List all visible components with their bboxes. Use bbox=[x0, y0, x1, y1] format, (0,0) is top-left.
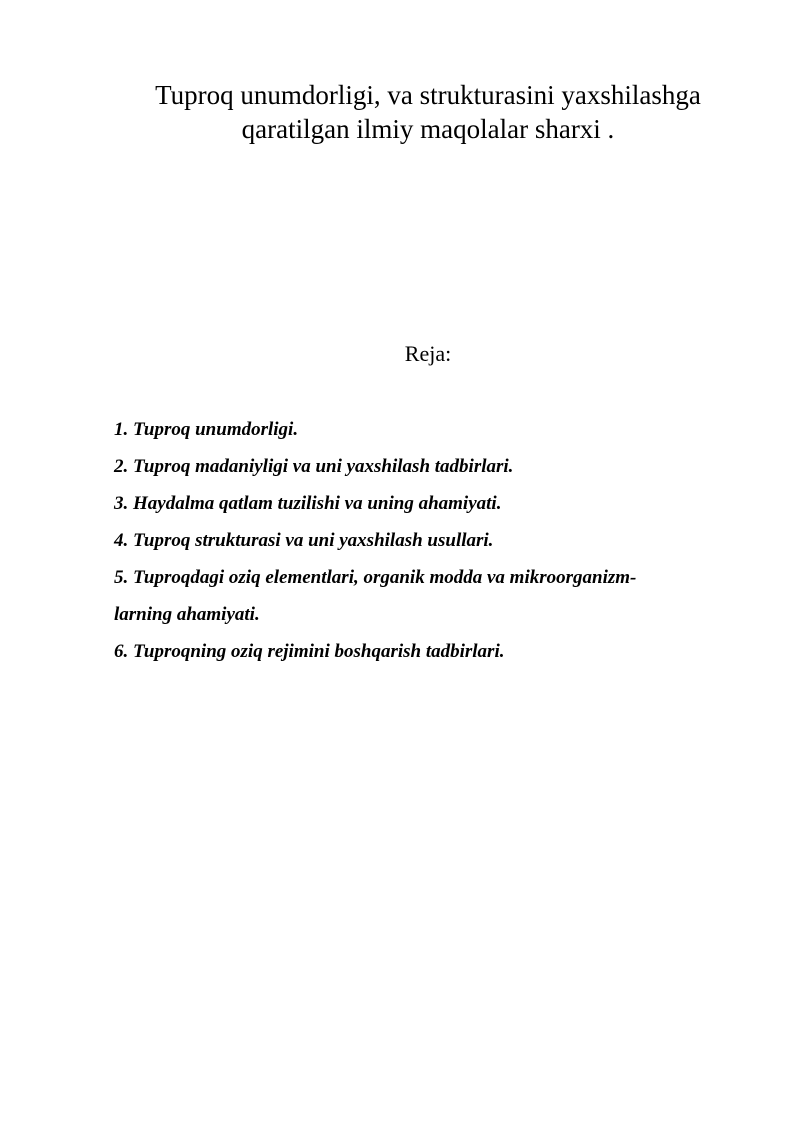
document-title-line-2: qaratilgan ilmiy maqolalar sharxi . bbox=[241, 114, 615, 144]
plan-item-1 bbox=[114, 411, 734, 448]
plan-item-text: 5. Tuproqdagi oziq elementlari, organik modda va mikroorganizm- bbox=[114, 567, 637, 588]
plan-item-6 bbox=[114, 633, 734, 670]
plan-item-text: 2. Tuproq madaniyligi va uni yaxshilash tadbirlari. bbox=[114, 456, 514, 477]
plan-item-text-continued: larning ahamiyati. bbox=[114, 604, 260, 625]
plan-item-text: 6. Tuproqning oziq rejimini boshqarish tadbirlari. bbox=[114, 641, 505, 662]
document-title-line-1: Tuproq unumdorligi, va strukturasini yaxshilashga bbox=[155, 80, 701, 110]
plan-item-2 bbox=[114, 448, 734, 485]
plan-item-text: 1. Tuproq unumdorligi. bbox=[114, 419, 299, 440]
plan-item-text: 3. Haydalma qatlam tuzilishi va uning ahamiyati. bbox=[114, 493, 502, 514]
plan-item-text: 4. Tuproq strukturasi va uni yaxshilash usullari. bbox=[114, 530, 494, 551]
plan-list bbox=[114, 411, 734, 670]
plan-item-4 bbox=[114, 522, 734, 559]
plan-item-5 bbox=[114, 559, 734, 633]
document-title bbox=[100, 78, 756, 146]
plan-item-3 bbox=[114, 485, 734, 522]
plan-heading: Reja: bbox=[404, 341, 452, 366]
